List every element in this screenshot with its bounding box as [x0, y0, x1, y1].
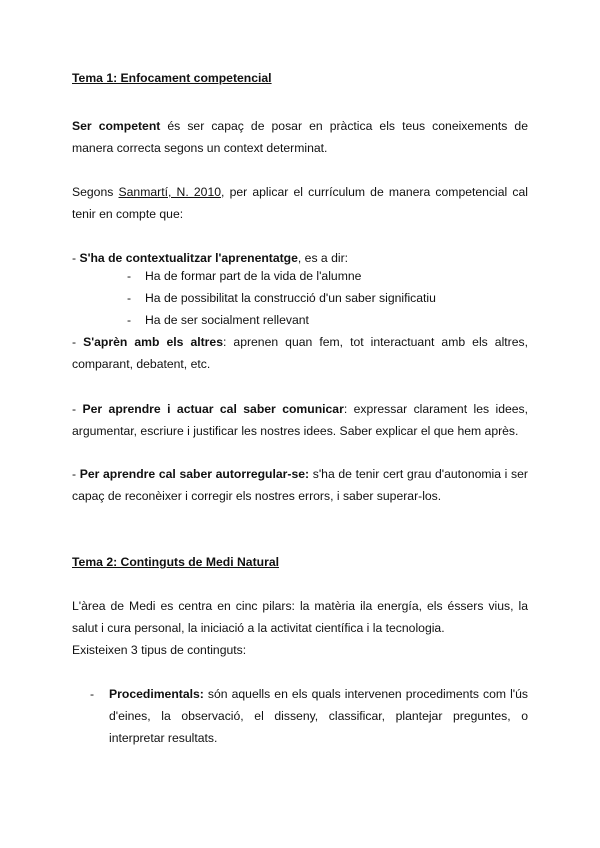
- area-paragraph: L'àrea de Medi es centra en cinc pilars: la matèria ila energía, els éssers vius, la salut i cura personal, la iniciació a la activitat científica i la tecnologia.: [72, 599, 528, 635]
- point4-text: s'ha de tenir cert grau d'autonomia i ser capaç de reconèixer i corregir els nostres errors, i saber superar-los.: [72, 467, 528, 503]
- segons-reference: Sanmartí, N. 2010: [118, 185, 222, 199]
- subpoint-2-marker: -: [127, 291, 132, 305]
- point-autorregular: [72, 463, 528, 507]
- point2-bold: S'aprèn amb els altres: [83, 335, 223, 349]
- point3-prefix: -: [72, 402, 83, 416]
- bullet-marker: -: [90, 687, 95, 701]
- tema2-heading: Tema 2: Continguts de Medi Natural: [72, 555, 279, 569]
- subpoint-1-text: Ha de formar part de la vida de l'alumne: [145, 269, 362, 283]
- segons-prefix: Segons: [72, 185, 119, 199]
- point1-prefix: -: [72, 251, 80, 265]
- point1-text: , es a dir:: [297, 251, 349, 265]
- intro-bold: Ser competent: [72, 119, 161, 133]
- segons-paragraph: [72, 181, 528, 225]
- subpoint-1-marker: -: [127, 269, 132, 283]
- point2-prefix: -: [72, 335, 84, 349]
- segons-text: , per aplicar el currículum de manera competencial cal tenir en compte que:: [72, 185, 528, 221]
- subpoint-2: [127, 287, 436, 309]
- point-comunicar: [72, 398, 528, 442]
- point3-text: : expressar clarament les idees, argumentar, escriure i justificar les nostres idees. Saber explicar el que hem après.: [72, 402, 529, 438]
- procedimentals-bold: Procedimentals:: [109, 687, 204, 701]
- subpoint-3: [127, 309, 309, 331]
- point4-bold: Per aprendre cal saber autorregular-se:: [79, 467, 310, 481]
- point-apren-amb-altres: [72, 331, 528, 375]
- tema1-heading: Tema 1: Enfocament competencial: [72, 71, 272, 85]
- point1-bold: S'ha de contextualitzar l'aprenentatge: [79, 251, 298, 265]
- subpoint-1: [127, 265, 361, 287]
- procedimentals-text-block: [109, 683, 528, 749]
- point4-prefix: -: [72, 467, 80, 481]
- tipus-paragraph: Existeixen 3 tipus de continguts:: [72, 643, 247, 657]
- point3-bold: Per aprendre i actuar cal saber comunicar: [82, 402, 344, 416]
- intro-text: és ser capaç de posar en pràctica els teus coneixements de manera correcta segons un context determinat.: [72, 119, 528, 155]
- list-item-procedimentals: [90, 683, 528, 749]
- tema1-intro-paragraph: [72, 115, 528, 159]
- subpoint-2-text: Ha de possibilitat la construcció d'un saber significatiu: [145, 291, 436, 305]
- point2-text: : aprenen quan fem, tot interactuant amb els altres, comparant, debatent, etc.: [72, 335, 528, 371]
- subpoint-3-marker: -: [127, 313, 132, 327]
- subpoint-3-text: Ha de ser socialment rellevant: [145, 313, 309, 327]
- procedimentals-text: són aquells en els quals intervenen procediments com l'ús d'eines, la observació, el disseny, classificar, plantejar preguntes, o interpretar resultats.: [109, 687, 528, 745]
